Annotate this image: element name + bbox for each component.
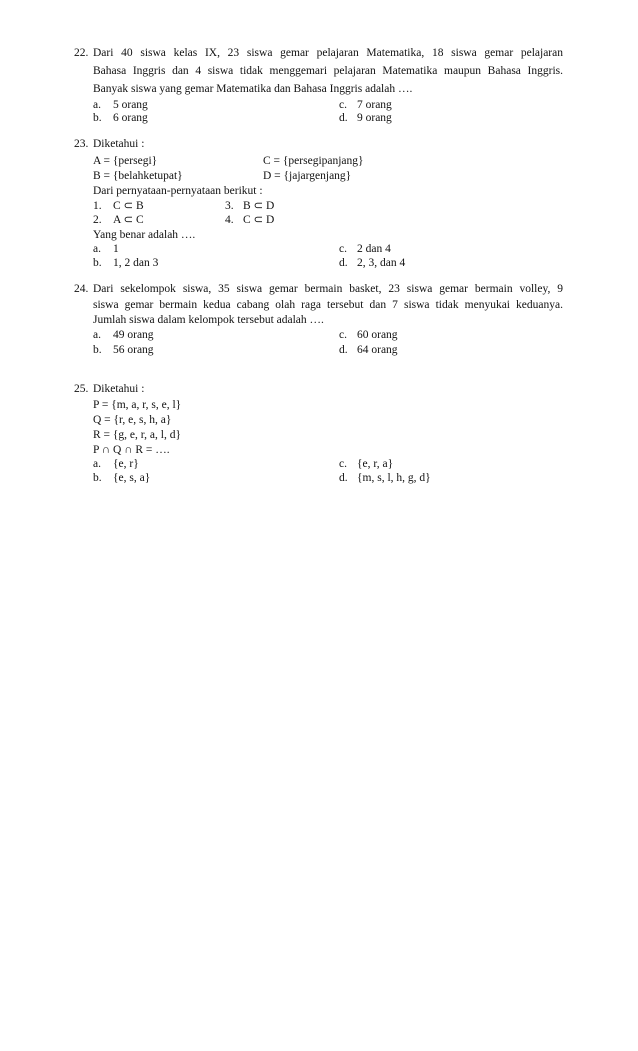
option-d-text: 9 orang: [357, 112, 392, 124]
option-b-text: 6 orang: [113, 112, 148, 124]
question-number: 25.: [74, 383, 89, 395]
statements-intro: Dari pernyataan-pernyataan berikut :: [93, 185, 263, 197]
option-c-letter: c.: [339, 243, 347, 255]
question-text-line: siswa gemar bermain kedua cabang olah raga tersebut dan 7 siswa tidak menyukai keduanya.: [93, 299, 563, 311]
option-c-text: 60 orang: [357, 329, 398, 341]
option-d-letter: d.: [339, 112, 348, 124]
statement-3-number: 3.: [225, 200, 234, 212]
option-a-text: 1: [113, 243, 119, 255]
option-c-text: 7 orang: [357, 99, 392, 111]
option-b-text: 1, 2 dan 3: [113, 257, 159, 269]
option-d-letter: d.: [339, 472, 348, 484]
option-d-text: 64 orang: [357, 344, 398, 356]
option-a-letter: a.: [93, 329, 101, 341]
question-intro: Diketahui :: [93, 383, 145, 395]
option-b-letter: b.: [93, 112, 102, 124]
option-b-letter: b.: [93, 344, 102, 356]
question-prompt: Yang benar adalah ….: [93, 229, 196, 241]
question-text-line: Jumlah siswa dalam kelompok tersebut adalah ….: [93, 314, 324, 326]
set-b: B = {belahketupat}: [93, 170, 183, 182]
question-number: 22.: [74, 47, 89, 59]
set-a: A = {persegi}: [93, 155, 158, 167]
set-d: D = {jajargenjang}: [263, 170, 352, 182]
statement-4-text: C ⊂ D: [243, 214, 275, 226]
question-number: 24.: [74, 283, 89, 295]
question-text-line: Dari 40 siswa kelas IX, 23 siswa gemar pelajaran Matematika, 18 siswa gemar pelajaran: [93, 47, 563, 59]
statement-1-number: 1.: [93, 200, 102, 212]
option-b-text: 56 orang: [113, 344, 154, 356]
option-a-letter: a.: [93, 458, 101, 470]
question-text-line: Dari sekelompok siswa, 35 siswa gemar bermain basket, 23 siswa gemar bermain volley, 9: [93, 283, 563, 295]
option-c-text: {e, r, a}: [357, 458, 394, 470]
set-c: C = {persegipanjang}: [263, 155, 364, 167]
option-c-text: 2 dan 4: [357, 243, 391, 255]
option-d-letter: d.: [339, 344, 348, 356]
option-c-letter: c.: [339, 458, 347, 470]
option-a-text: {e, r}: [113, 458, 139, 470]
question-text-line: Banyak siswa yang gemar Matematika dan Bahasa Inggris adalah ….: [93, 83, 413, 95]
set-q: Q = {r, e, s, h, a}: [93, 414, 172, 426]
statement-3-text: B ⊂ D: [243, 200, 275, 212]
question-prompt: P ∩ Q ∩ R = ….: [93, 444, 170, 456]
statement-2-text: A ⊂ C: [113, 214, 144, 226]
option-a-text: 49 orang: [113, 329, 154, 341]
option-b-letter: b.: [93, 257, 102, 269]
statement-2-number: 2.: [93, 214, 102, 226]
option-b-letter: b.: [93, 472, 102, 484]
option-a-letter: a.: [93, 99, 101, 111]
set-p: P = {m, a, r, s, e, l}: [93, 399, 182, 411]
option-d-text: 2, 3, dan 4: [357, 257, 406, 269]
question-intro: Diketahui :: [93, 138, 145, 150]
option-c-letter: c.: [339, 99, 347, 111]
option-c-letter: c.: [339, 329, 347, 341]
option-a-letter: a.: [93, 243, 101, 255]
option-d-text: {m, s, l, h, g, d}: [357, 472, 431, 484]
statement-1-text: C ⊂ B: [113, 200, 144, 212]
question-number: 23.: [74, 138, 89, 150]
set-r: R = {g, e, r, a, l, d}: [93, 429, 181, 441]
statement-4-number: 4.: [225, 214, 234, 226]
question-text-line: Bahasa Inggris dan 4 siswa tidak menggemari pelajaran Matematika maupun Bahasa Inggris.: [93, 65, 563, 77]
option-a-text: 5 orang: [113, 99, 148, 111]
option-d-letter: d.: [339, 257, 348, 269]
option-b-text: {e, s, a}: [113, 472, 151, 484]
